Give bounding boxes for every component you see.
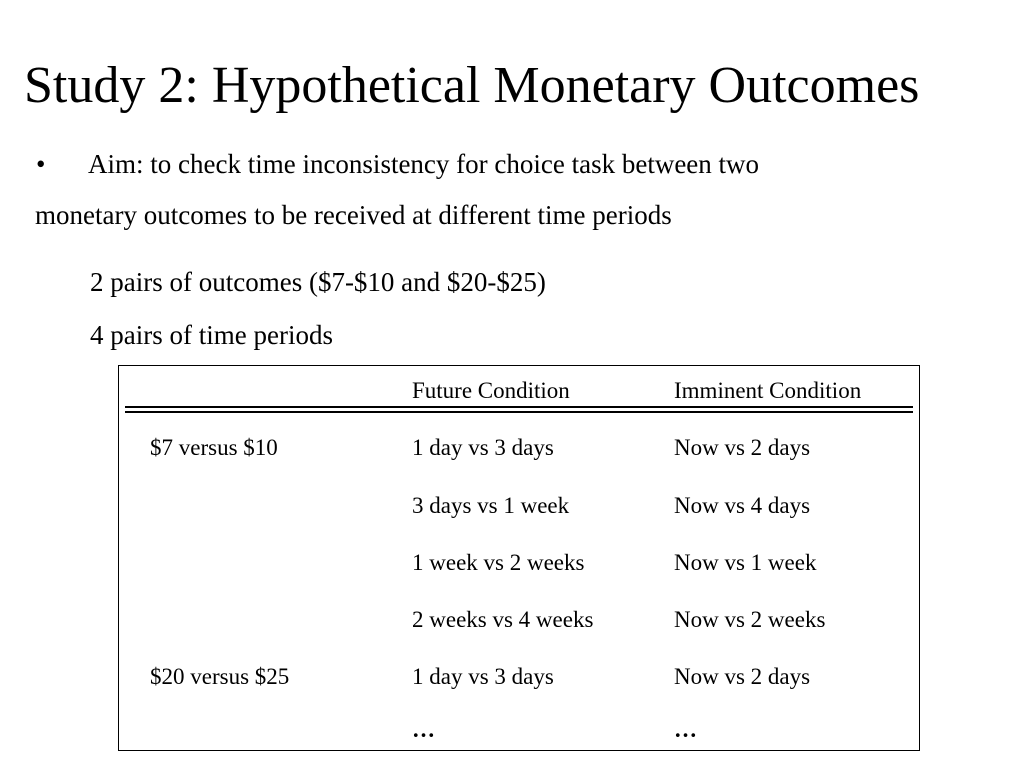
header-rule-top	[125, 406, 913, 408]
table-cell-imminent: Now vs 2 weeks	[674, 607, 826, 632]
header-rule-bottom	[125, 411, 913, 413]
table-header-imminent: Imminent Condition	[674, 378, 862, 403]
table-cell-future: 3 days vs 1 week	[412, 493, 570, 518]
table-cell-future: 1 week vs 2 weeks	[412, 550, 585, 575]
bullet-aim-line-1: Aim: to check time inconsistency for choice task between two	[88, 149, 760, 179]
bullet-dot-icon: •	[36, 149, 46, 179]
table-cell-future: 1 day vs 3 days	[412, 435, 554, 460]
bullet-aim-line-2: monetary outcomes to be received at different time periods	[35, 200, 672, 230]
time-pairs-text: 4 pairs of time periods	[90, 320, 333, 350]
table-header-future: Future Condition	[412, 378, 570, 403]
table-cell-imminent: …	[674, 717, 697, 742]
table-cell-imminent: Now vs 2 days	[674, 664, 811, 689]
table-cell-future: 2 weeks vs 4 weeks	[412, 607, 594, 632]
conditions-table	[118, 365, 920, 751]
slide-title: Study 2: Hypothetical Monetary Outcomes	[24, 57, 920, 114]
table-cell-outcome: $7 versus $10	[150, 435, 278, 460]
table-cell-imminent: Now vs 2 days	[674, 435, 811, 460]
table-cell-future: 1 day vs 3 days	[412, 664, 554, 689]
table-cell-imminent: Now vs 4 days	[674, 493, 811, 518]
table-cell-future: …	[412, 717, 435, 742]
table-cell-outcome: $20 versus $25	[150, 664, 290, 689]
table-cell-imminent: Now vs 1 week	[674, 550, 817, 575]
outcome-pairs-text: 2 pairs of outcomes ($7-$10 and $20-$25)	[90, 267, 546, 297]
